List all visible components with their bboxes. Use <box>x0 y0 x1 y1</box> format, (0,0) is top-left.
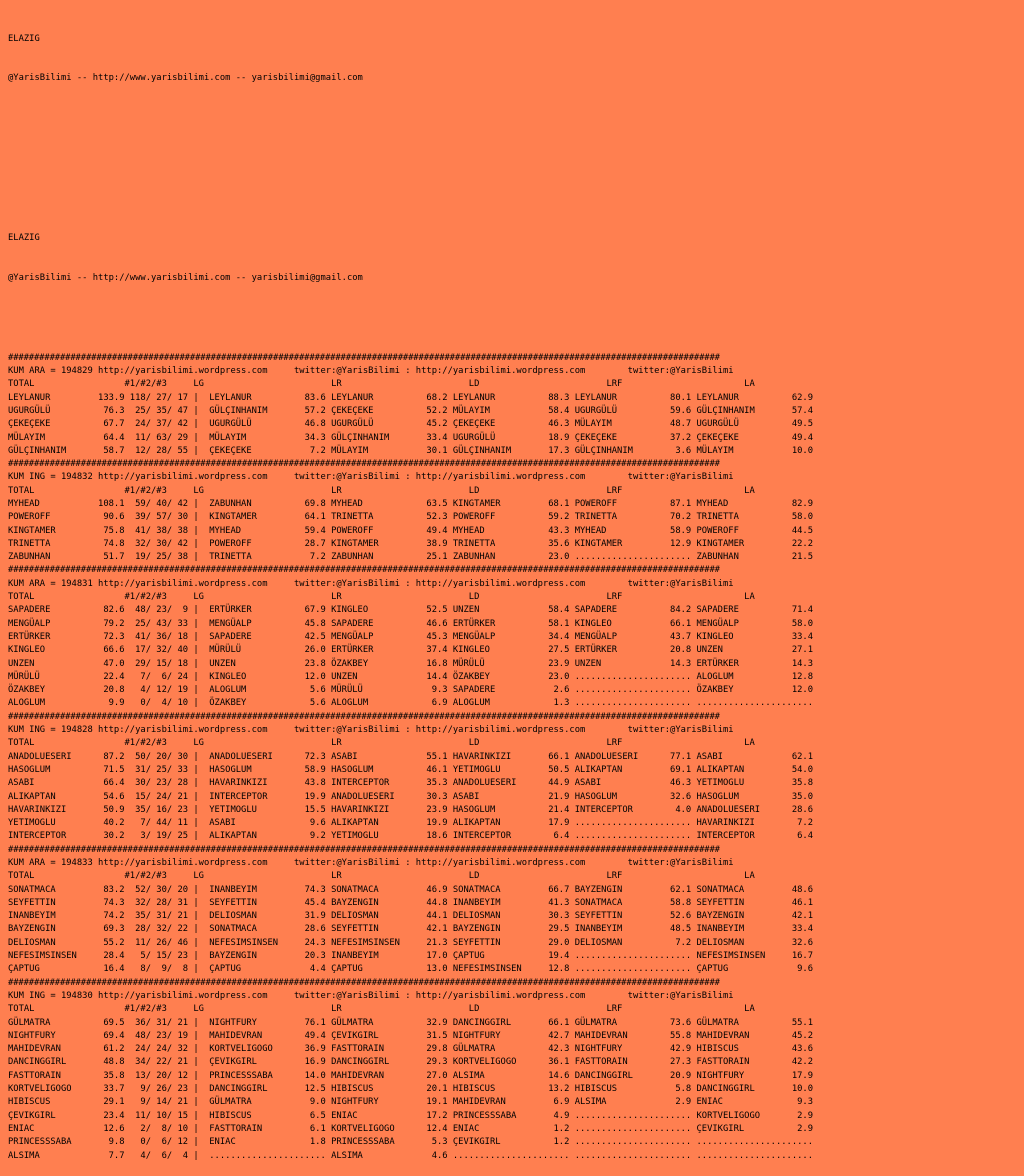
separator-line: ######################################################################################################################################### <box>8 844 720 855</box>
result-row: BAYZENGIN 69.3 28/ 32/ 22 | SONATMACA 28.6 SEYFETTIN 42.1 BAYZENGIN 29.5 INANBEYIM 48.5 INANBEYIM 33.4 <box>8 924 814 935</box>
header-contact-1: @YarisBilimi -- http://www.yarisbilimi.com -- yarisbilimi@gmail.com <box>8 73 363 84</box>
race-header: KUM ARA = 194831 http://yarisbilimi.wordpress.com twitter:@YarisBilimi : http://yarisbilimi.wordpress.com twitter:@YarisBilimi <box>8 578 734 589</box>
result-row: DELIOSMAN 55.2 11/ 26/ 46 | NEFESIMSINSEN 24.3 NEFESIMSINSEN 21.3 SEYFETTIN 29.0 DELIOSMAN 7.2 DELIOSMAN 32.6 <box>8 937 814 948</box>
result-row: DANCINGGIRL 48.8 34/ 22/ 21 | ÇEVIKGIRL 16.9 DANCINGGIRL 29.3 KORTVELIGOGO 36.1 FASTTORAIN 27.3 FASTTORAIN 42.2 <box>8 1057 814 1068</box>
result-row: KINGTAMER 75.8 41/ 38/ 38 | MYHEAD 59.4 POWEROFF 49.4 MYHEAD 43.3 MYHEAD 58.9 POWEROFF 44.5 <box>8 525 814 536</box>
result-row: YETIMOGLU 40.2 7/ 44/ 11 | ASABI 9.6 ALIKAPTAN 19.9 ALIKAPTAN 17.9 ...................... HAVARINKIZI 7.2 <box>8 818 814 829</box>
result-row: ASABI 66.4 30/ 23/ 28 | HAVARINKIZI 43.8 INTERCEPTOR 35.3 ANADOLUESERI 44.9 ASABI 46.3 YETIMOGLU 35.8 <box>8 778 814 789</box>
result-row: SEYFETTIN 74.3 32/ 28/ 31 | SEYFETTIN 45.4 BAYZENGIN 44.8 INANBEYIM 41.3 SONATMACA 58.8 SEYFETTIN 46.1 <box>8 897 814 908</box>
separator-line: ######################################################################################################################################### <box>8 977 720 988</box>
result-row: KINGLEO 66.6 17/ 32/ 40 | MÜRÜLÜ 26.0 ERTÜRKER 37.4 KINGLEO 27.5 ERTÜRKER 20.8 UNZEN 27.1 <box>8 645 814 656</box>
result-row: KORTVELIGOGO 33.7 9/ 26/ 23 | DANCINGGIRL 12.5 HIBISCUS 20.1 HIBISCUS 13.2 HIBISCUS 5.8 DANCINGGIRL 10.0 <box>8 1084 814 1095</box>
result-row: MAHIDEVRAN 61.2 24/ 24/ 32 | KORTVELIGOGO 36.9 FASTTORAIN 29.8 GÜLMATRA 42.3 NIGHTFURY 42.9 HIBISCUS 43.6 <box>8 1044 814 1055</box>
separator-line: ######################################################################################################################################### <box>8 711 720 722</box>
result-row: UGURGÜLÜ 76.3 25/ 35/ 47 | GÜLÇINHANIM 57.2 ÇEKEÇEKE 52.2 MÜLAYIM 58.4 UGURGÜLÜ 59.6 GÜLÇINHANIM 57.4 <box>8 405 814 416</box>
result-row: ERTÜRKER 72.3 41/ 36/ 18 | SAPADERE 42.5 MENGÜALP 45.3 MENGÜALP 34.4 MENGÜALP 43.7 KINGLEO 33.4 <box>8 631 814 642</box>
race-header: KUM ING = 194832 http://yarisbilimi.wordpress.com twitter:@YarisBilimi : http://yarisbilimi.wordpress.com twitter:@YarisBilimi <box>8 472 734 483</box>
result-row: POWEROFF 90.6 39/ 57/ 30 | KINGTAMER 64.1 TRINETTA 52.3 POWEROFF 59.2 TRINETTA 70.2 TRINETTA 58.0 <box>8 512 814 523</box>
result-row: HASOGLUM 71.5 31/ 25/ 33 | HASOGLUM 58.9 HASOGLUM 46.1 YETIMOGLU 50.5 ALIKAPTAN 69.1 ALIKAPTAN 54.0 <box>8 764 814 775</box>
race-header: KUM ING = 194828 http://yarisbilimi.wordpress.com twitter:@YarisBilimi : http://yarisbilimi.wordpress.com twitter:@YarisBilimi <box>8 725 734 736</box>
result-row: GÜLMATRA 69.5 36/ 31/ 21 | NIGHTFURY 76.1 GÜLMATRA 32.9 DANCINGGIRL 66.1 GÜLMATRA 73.6 GÜLMATRA 55.1 <box>8 1017 814 1028</box>
result-row: MENGÜALP 79.2 25/ 43/ 33 | MENGÜALP 45.8 SAPADERE 46.6 ERTÜRKER 58.1 KINGLEO 66.1 MENGÜALP 58.0 <box>8 618 814 629</box>
race-section <box>8 471 1024 564</box>
result-row: INANBEYIM 74.2 35/ 31/ 21 | DELIOSMAN 31.9 DELIOSMAN 44.1 DELIOSMAN 30.3 SEYFETTIN 52.6 BAYZENGIN 42.1 <box>8 911 814 922</box>
header-title-1: ELAZIG <box>8 33 40 44</box>
result-row: GÜLÇINHANIM 58.7 12/ 28/ 55 | ÇEKEÇEKE 7.2 MÜLAYIM 30.1 GÜLÇINHANIM 17.3 GÜLÇINHANIM 3.6 MÜLAYIM 10.0 <box>8 445 814 456</box>
header-title-2: ELAZIG <box>8 233 40 244</box>
result-row: ALIKAPTAN 54.6 15/ 24/ 21 | INTERCEPTOR 19.9 ANADOLUESERI 30.3 ASABI 21.9 HASOGLUM 32.6 HASOGLUM 35.0 <box>8 791 814 802</box>
race-header: KUM ARA = 194833 http://yarisbilimi.wordpress.com twitter:@YarisBilimi : http://yarisbilimi.wordpress.com twitter:@YarisBilimi <box>8 858 734 868</box>
separator-line: ######################################################################################################################################### <box>8 352 720 363</box>
result-row: MÜLAYIM 64.4 11/ 63/ 29 | MÜLAYIM 34.3 GÜLÇINHANIM 33.4 UGURGÜLÜ 18.9 ÇEKEÇEKE 37.2 ÇEKEÇEKE 49.4 <box>8 432 814 443</box>
result-row: HIBISCUS 29.1 9/ 14/ 21 | GÜLMATRA 9.0 NIGHTFURY 19.1 MAHIDEVRAN 6.9 ALSIMA 2.9 ENIAC 9.3 <box>8 1097 814 1108</box>
race-sections <box>8 352 1024 1163</box>
result-row: SONATMACA 83.2 52/ 30/ 20 | INANBEYIM 74.3 SONATMACA 46.9 SONATMACA 66.7 BAYZENGIN 62.1 SONATMACA 48.6 <box>8 884 814 895</box>
race-header: KUM ARA = 194829 http://yarisbilimi.wordpress.com twitter:@YarisBilimi : http://yarisbilimi.wordpress.com twitter:@YarisBilimi <box>8 366 734 377</box>
column-headers: TOTAL #1/#2/#3 LG LR LD LRF LA <box>8 1004 755 1015</box>
result-row: MÜRÜLÜ 22.4 7/ 6/ 24 | KINGLEO 12.0 UNZEN 14.4 ÖZAKBEY 23.0 ...................... ALOGLUM 12.8 <box>8 671 814 682</box>
column-headers: TOTAL #1/#2/#3 LG LR LD LRF LA <box>8 592 755 603</box>
result-row: ÖZAKBEY 20.8 4/ 12/ 19 | ALOGLUM 5.6 MÜRÜLÜ 9.3 SAPADERE 2.6 ...................... ÖZAKBEY 12.0 <box>8 685 814 696</box>
column-headers: TOTAL #1/#2/#3 LG LR LD LRF LA <box>8 379 755 390</box>
result-row: ENIAC 12.6 2/ 8/ 10 | FASTTORAIN 6.1 KORTVELIGOGO 12.4 ENIAC 1.2 ...................... ÇEVIKGIRL 2.9 <box>8 1123 814 1134</box>
result-row: HAVARINKIZI 50.9 35/ 16/ 23 | YETIMOGLU 15.5 HAVARINKIZI 23.9 HASOGLUM 21.4 INTERCEPTOR 4.0 ANADOLUESERI 28.6 <box>8 804 814 815</box>
result-row: NEFESIMSINSEN 28.4 5/ 15/ 23 | BAYZENGIN 20.3 INANBEYIM 17.0 ÇAPTUG 19.4 ...................... NEFESIMSINSEN 16.7 <box>8 951 814 962</box>
header-contact-2: @YarisBilimi -- http://www.yarisbilimi.com -- yarisbilimi@gmail.com <box>8 272 363 283</box>
race-section <box>8 857 1024 977</box>
race-section <box>8 365 1024 458</box>
result-row: ÇEKEÇEKE 67.7 24/ 37/ 42 | UGURGÜLÜ 46.8 UGURGÜLÜ 45.2 ÇEKEÇEKE 46.3 MÜLAYIM 48.7 UGURGÜLÜ 49.5 <box>8 419 814 430</box>
result-row: LEYLANUR 133.9 118/ 27/ 17 | LEYLANUR 83.6 LEYLANUR 68.2 LEYLANUR 88.3 LEYLANUR 80.1 LEYLANUR 62.9 <box>8 392 814 403</box>
blank-line <box>8 152 1024 165</box>
race-section <box>8 724 1024 844</box>
result-row: TRINETTA 74.8 32/ 30/ 42 | POWEROFF 28.7 KINGTAMER 38.9 TRINETTA 35.6 KINGTAMER 12.9 KINGTAMER 22.2 <box>8 538 814 549</box>
result-row: ÇAPTUG 16.4 8/ 9/ 8 | ÇAPTUG 4.4 ÇAPTUG 13.0 NEFESIMSINSEN 12.8 ...................... ÇAPTUG 9.6 <box>8 964 814 975</box>
result-row: FASTTORAIN 35.8 13/ 20/ 12 | PRINCESSSABA 14.0 MAHIDEVRAN 27.0 ALSIMA 14.6 DANCINGGIRL 20.9 NIGHTFURY 17.9 <box>8 1070 814 1081</box>
separator-line: ######################################################################################################################################### <box>8 459 720 470</box>
result-row: INTERCEPTOR 30.2 3/ 19/ 25 | ALIKAPTAN 9.2 YETIMOGLU 18.6 INTERCEPTOR 6.4 ...................... INTERCEPTOR 6.4 <box>8 831 814 842</box>
column-headers: TOTAL #1/#2/#3 LG LR LD LRF LA <box>8 485 755 496</box>
result-row: ALOGLUM 9.9 0/ 4/ 10 | ÖZAKBEY 5.6 ALOGLUM 6.9 ALOGLUM 1.3 ...................... ...................... <box>8 698 814 709</box>
result-row: MYHEAD 108.1 59/ 40/ 42 | ZABUNHAN 69.8 MYHEAD 63.5 KINGTAMER 68.1 POWEROFF 87.1 MYHEAD 82.9 <box>8 498 814 509</box>
result-row: ANADOLUESERI 87.2 50/ 20/ 30 | ANADOLUESERI 72.3 ASABI 55.1 HAVARINKIZI 66.1 ANADOLUESERI 77.1 ASABI 62.1 <box>8 751 814 762</box>
result-row: ZABUNHAN 51.7 19/ 25/ 38 | TRINETTA 7.2 ZABUNHAN 25.1 ZABUNHAN 23.0 ...................... ZABUNHAN 21.5 <box>8 552 814 563</box>
blank-line <box>8 312 1024 325</box>
race-header: KUM ING = 194830 http://yarisbilimi.wordpress.com twitter:@YarisBilimi : http://yarisbilimi.wordpress.com twitter:@YarisBilimi <box>8 990 734 1001</box>
result-row: PRINCESSSABA 9.8 0/ 6/ 12 | ENIAC 1.8 PRINCESSSABA 5.3 ÇEVIKGIRL 1.2 ...................... ...................... <box>8 1137 814 1148</box>
separator-line: ######################################################################################################################################### <box>8 565 720 576</box>
result-row: NIGHTFURY 69.4 48/ 23/ 19 | MAHIDEVRAN 49.4 ÇEVIKGIRL 31.5 NIGHTFURY 42.7 MAHIDEVRAN 55.8 MAHIDEVRAN 45.2 <box>8 1030 814 1041</box>
result-row: ÇEVIKGIRL 23.4 11/ 10/ 15 | HIBISCUS 6.5 ENIAC 17.2 PRINCESSSABA 4.9 ...................... KORTVELIGOGO 2.9 <box>8 1110 814 1121</box>
blank-line <box>8 112 1024 125</box>
result-row: UNZEN 47.0 29/ 15/ 18 | UNZEN 23.8 ÖZAKBEY 16.8 MÜRÜLÜ 23.9 UNZEN 14.3 ERTÜRKER 14.3 <box>8 658 814 669</box>
blank-line <box>8 192 1024 205</box>
result-row: ALSIMA 7.7 4/ 6/ 4 | ...................... ALSIMA 4.6 ...................... ...................... ...................... <box>8 1150 814 1161</box>
column-headers: TOTAL #1/#2/#3 LG LR LD LRF LA <box>8 871 755 882</box>
race-section <box>8 990 1024 1163</box>
result-row: SAPADERE 82.6 48/ 23/ 9 | ERTÜRKER 67.9 KINGLEO 52.5 UNZEN 58.4 SAPADERE 84.2 SAPADERE 71.4 <box>8 605 814 616</box>
race-section <box>8 578 1024 711</box>
column-headers: TOTAL #1/#2/#3 LG LR LD LRF LA <box>8 738 755 749</box>
